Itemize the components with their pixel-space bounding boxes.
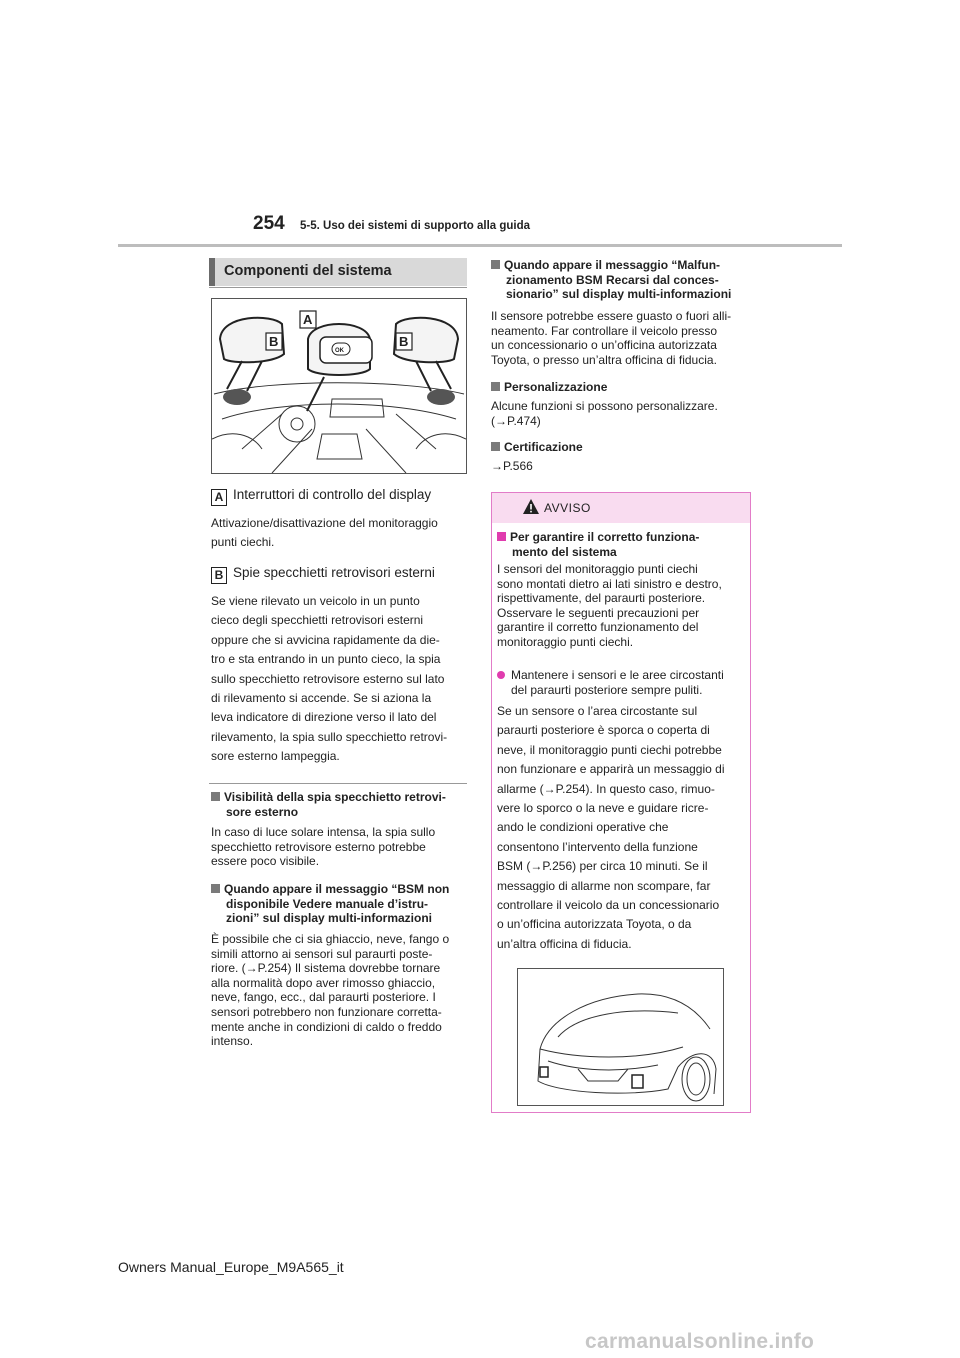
item-a-title: Interruttori di controllo del display — [233, 487, 432, 502]
visibility-heading: Visibilità della spia specchietto retrovi- sore esterno — [211, 790, 446, 819]
warning-intro: I sensori del monitoraggio punti ciechi sono montati dietro ai lati sinistro e destro, rispettivamente, del paraurti posteriore. Osservare le seguenti precauzioni per garantire il corretto funzionamento del monitoraggio punti ciechi. — [497, 562, 722, 649]
warning-subheading: Per garantire il corretto funziona- mento del sistema — [497, 530, 699, 559]
section-title: 5-5. Uso dei sistemi di supporto alla guida — [300, 220, 531, 232]
manual-id: Owners Manual_Europe_M9A565_it — [118, 1259, 344, 1275]
warning-bullet: Mantenere i sensori e le aree circostanti del paraurti posteriore sempre puliti. — [497, 668, 724, 697]
item-b-title: Spie specchietti retrovisori esterni — [233, 565, 435, 580]
item-b-description: Se viene rilevato un veicolo in un punto cieco degli specchietti retrovisori esterni oppure che si avvicina rapidamente da die- tro e sta entrando in un punto cieco, la spia sullo specchietto retrovisore esterno sul lato di rilevamento si accende. Se si aziona la leva indicatore di direzione verso il lato del rilevamento, la spia sullo specchietto retrovi- sore esterno lampeggia. — [211, 594, 448, 764]
warning-text: Se un sensore o l’area circostante sul paraurti posteriore è sporca o coperta di neve, il monitoraggio punti ciechi potrebbe non funzionare e apparirà un messaggio di allarme (→P.254). In questo caso, rimuo- vere lo sporco o la neve e guidare ricre- ando le condizioni operative che consentono l’intervento della funzione BSM (→P.256) per circa 10 minuti. Se il messaggio di allarme non scompare, far controllare il veicolo da un concessionario o un’officina autorizzata Toyota, o da un’altra officina di fiducia. — [497, 704, 725, 951]
square-bullet-icon — [491, 382, 500, 391]
figure-label-b-left: B — [269, 334, 279, 349]
square-bullet-icon — [491, 442, 500, 451]
left-sensor — [540, 1067, 548, 1077]
certification-ref[interactable]: →P.566 — [491, 459, 533, 473]
malfunction-heading: Quando appare il messaggio “Malfun- zionamento BSM Recarsi dal conces- sionario” sul display multi-informazioni — [491, 258, 731, 302]
pink-square-bullet-icon — [497, 532, 506, 541]
tag-a: A — [211, 489, 227, 506]
tag-b: B — [211, 567, 227, 584]
ok-label: OK — [335, 348, 344, 354]
personalization-text: Alcune funzioni si possono personalizzare. (→P.474) — [491, 399, 718, 428]
certification-heading: Certificazione — [491, 440, 583, 455]
right-mirror — [427, 389, 455, 405]
dashboard-figure — [211, 298, 467, 474]
item-b-title-row — [211, 565, 435, 584]
square-bullet-icon — [211, 792, 220, 801]
dashboard-illustration — [212, 299, 466, 473]
bsm-message-text: È possibile che ci sia ghiaccio, neve, fango o simili attorno ai sensori sul paraurti poste- riore. (→P.254) Il sistema dovrebbe tornare alla normalità dopo aver rimosso ghiaccio, neve, fango, ecc., dal paraurti posteriore. I sensori potrebbero non funzionare corretta- mente anche in condizioni di caldo o freddo intenso. — [211, 932, 450, 1049]
right-sensor — [632, 1075, 643, 1088]
watermark: carmanualsonline.info — [585, 1330, 815, 1353]
car-rear-illustration — [518, 969, 723, 1105]
bsm-message-heading: Quando appare il messaggio “BSM non disponibile Vedere manuale d’istru- zioni” sul display multi-informazioni — [211, 882, 449, 926]
visibility-text: In caso di luce solare intensa, la spia sullo specchietto retrovisore esterno potrebbe essere poco visibile. — [211, 825, 436, 869]
page-number: 254 — [253, 213, 285, 234]
item-a-title-row — [211, 487, 431, 506]
section-heading: Componenti del sistema — [209, 258, 467, 286]
square-bullet-icon — [211, 884, 220, 893]
left-mirror — [223, 389, 251, 405]
figure-label-a: A — [303, 312, 313, 327]
section-divider — [209, 783, 467, 784]
warning-title: AVVISO — [544, 501, 591, 515]
warning-triangle-icon — [522, 498, 540, 515]
car-rear-figure — [517, 968, 724, 1106]
square-bullet-icon — [491, 260, 500, 269]
heading-divider — [209, 287, 467, 288]
item-a-description: Attivazione/disattivazione del monitoraggio punti ciechi. — [211, 516, 438, 550]
pink-circle-bullet-icon — [497, 671, 505, 679]
header-divider — [118, 244, 842, 247]
personalization-heading: Personalizzazione — [491, 380, 607, 395]
figure-label-b-right: B — [399, 334, 409, 349]
malfunction-text: Il sensore potrebbe essere guasto o fuori alli- neamento. Far controllare il veicolo presso un concessionario o un’officina autorizzata Toyota, o presso un’altra officina di fiducia. — [491, 309, 732, 367]
